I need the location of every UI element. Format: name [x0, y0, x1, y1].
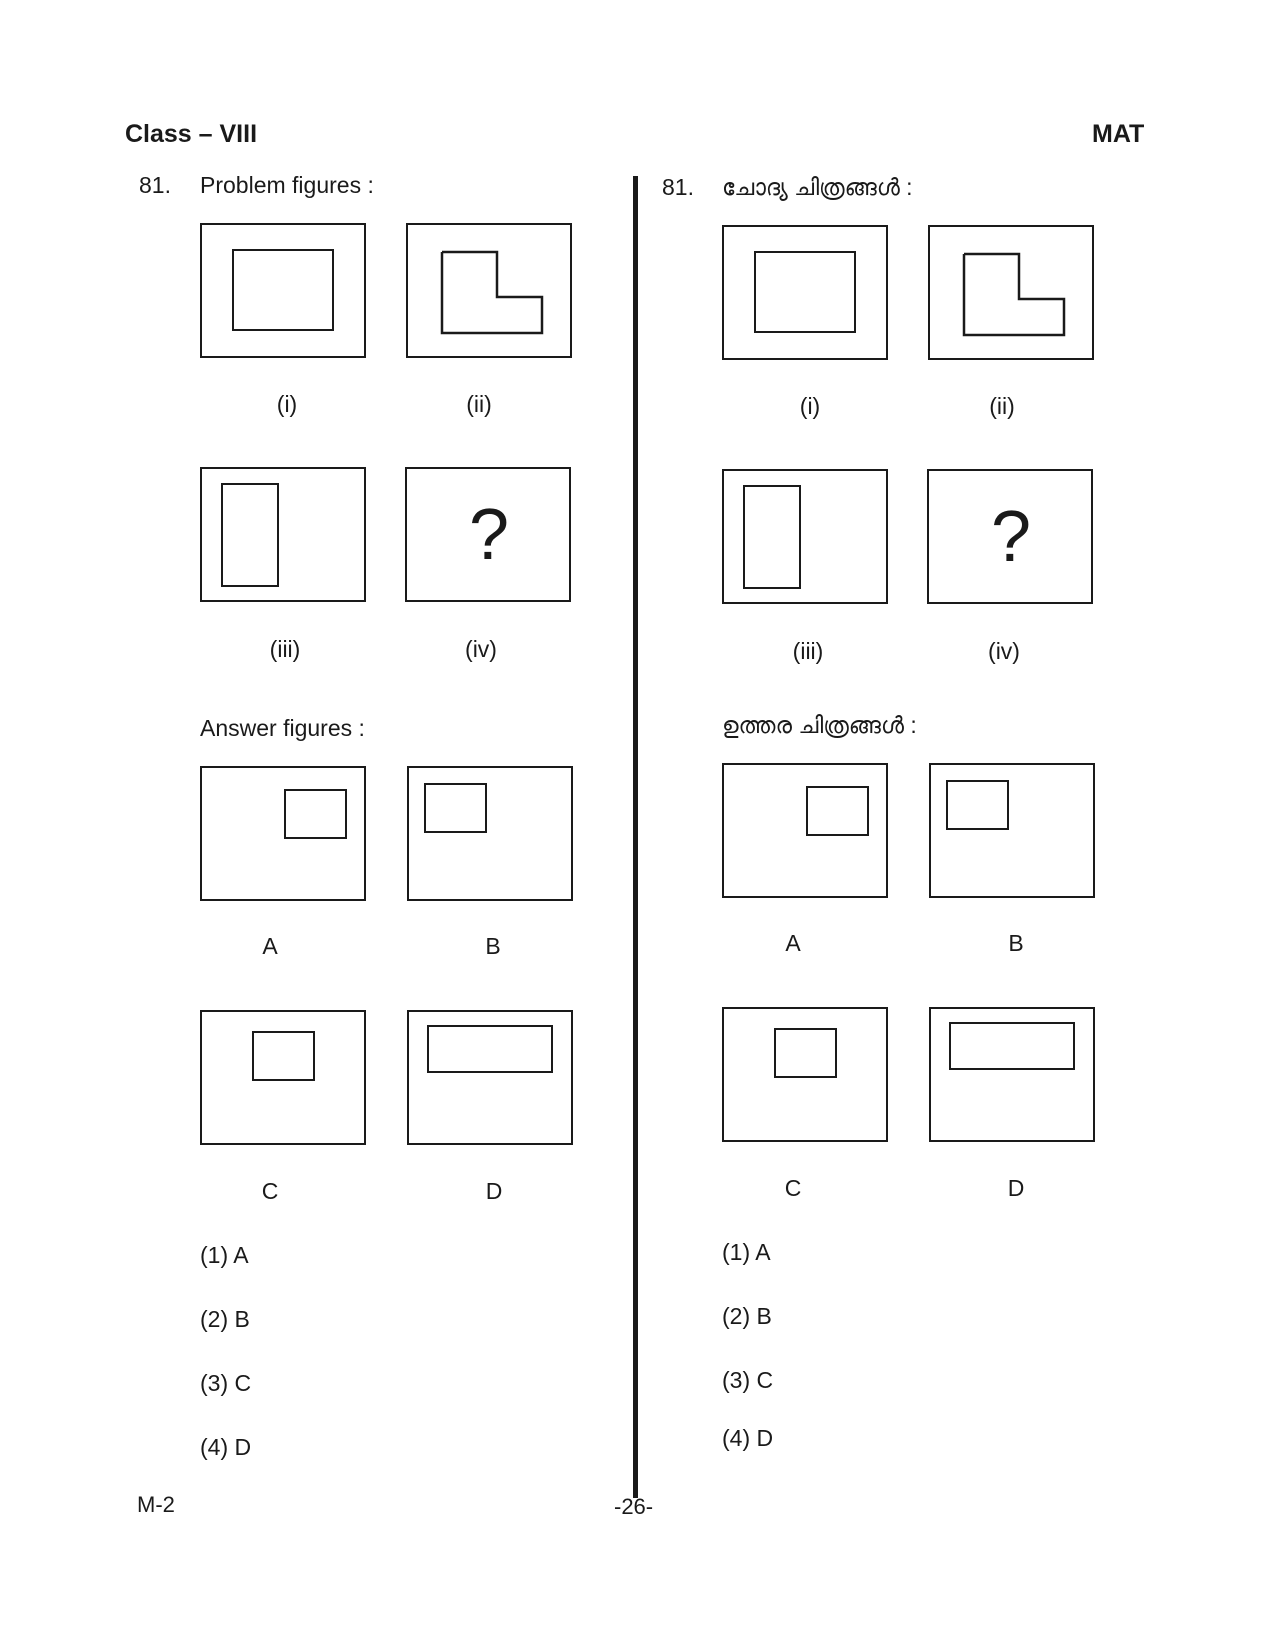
- inner-tall-rectangle: [221, 483, 279, 587]
- question-mark: ?: [469, 495, 510, 575]
- inner-square: [774, 1028, 837, 1078]
- l-shape: [408, 225, 569, 355]
- answer-figure-c: [200, 1010, 366, 1145]
- problem-label: (iii): [269, 636, 301, 662]
- problem-label: (i): [276, 391, 298, 417]
- inner-square: [424, 783, 487, 833]
- answer-figure-d-ml: [929, 1007, 1095, 1142]
- answer-label-ml: B: [1008, 930, 1024, 956]
- problem-figure-2: [406, 223, 572, 358]
- inner-tall-rectangle: [743, 485, 801, 589]
- option-4[interactable]: (4) D: [200, 1434, 252, 1460]
- inner-rectangle: [754, 251, 856, 333]
- answer-label: C: [261, 1178, 279, 1204]
- problem-figure-1: [200, 223, 366, 358]
- option-3-ml[interactable]: (3) C: [722, 1367, 774, 1393]
- answer-figure-a-ml: [722, 763, 888, 898]
- answer-label: B: [485, 933, 501, 959]
- answer-figures-title: Answer figures :: [200, 715, 365, 741]
- answer-figure-c-ml: [722, 1007, 888, 1142]
- option-2[interactable]: (2) B: [200, 1306, 250, 1332]
- problem-figures-title: Problem figures :: [200, 172, 374, 198]
- inner-square: [946, 780, 1009, 830]
- column-divider: [633, 176, 638, 1498]
- inner-wide-rectangle: [949, 1022, 1075, 1070]
- answer-figure-b: [407, 766, 573, 901]
- answer-label-ml: C: [784, 1175, 802, 1201]
- problem-label-ml: (iv): [988, 638, 1020, 664]
- option-1-ml[interactable]: (1) A: [722, 1239, 771, 1265]
- answer-figures-title-ml: ഉത്തര ചിത്രങ്ങൾ :: [722, 712, 917, 738]
- page-number: -26-: [614, 1494, 654, 1519]
- question-number: 81.: [139, 172, 171, 198]
- answer-figure-a: [200, 766, 366, 901]
- problem-figure-2-ml: [928, 225, 1094, 360]
- l-shape: [930, 227, 1091, 357]
- problem-label-ml: (ii): [989, 393, 1015, 419]
- inner-wide-rectangle: [427, 1025, 553, 1073]
- answer-figure-d: [407, 1010, 573, 1145]
- question-number-ml: 81.: [662, 174, 694, 200]
- answer-label-ml: A: [785, 930, 801, 956]
- inner-square: [252, 1031, 315, 1081]
- problem-label-ml: (iii): [792, 638, 824, 664]
- problem-label: (ii): [466, 391, 492, 417]
- subject-label: MAT: [1092, 120, 1145, 148]
- answer-label-ml: D: [1007, 1175, 1025, 1201]
- problem-figure-4: [405, 467, 571, 602]
- class-label: Class – VIII: [125, 120, 258, 148]
- option-4-ml[interactable]: (4) D: [722, 1425, 774, 1451]
- inner-square: [806, 786, 869, 836]
- problem-label: (iv): [465, 636, 497, 662]
- problem-figure-1-ml: [722, 225, 888, 360]
- inner-rectangle: [232, 249, 334, 331]
- problem-label-ml: (i): [799, 393, 821, 419]
- problem-figure-3-ml: [722, 469, 888, 604]
- problem-figure-4-ml: [927, 469, 1093, 604]
- option-3[interactable]: (3) C: [200, 1370, 252, 1396]
- option-1[interactable]: (1) A: [200, 1242, 249, 1268]
- problem-figures-title-ml: ചോദ്യ ചിത്രങ്ങൾ :: [722, 174, 913, 200]
- answer-figure-b-ml: [929, 763, 1095, 898]
- paper-code: M-2: [137, 1492, 175, 1517]
- answer-label: D: [485, 1178, 503, 1204]
- option-2-ml[interactable]: (2) B: [722, 1303, 772, 1329]
- inner-square: [284, 789, 347, 839]
- answer-label: A: [262, 933, 278, 959]
- question-mark: ?: [991, 497, 1032, 577]
- problem-figure-3: [200, 467, 366, 602]
